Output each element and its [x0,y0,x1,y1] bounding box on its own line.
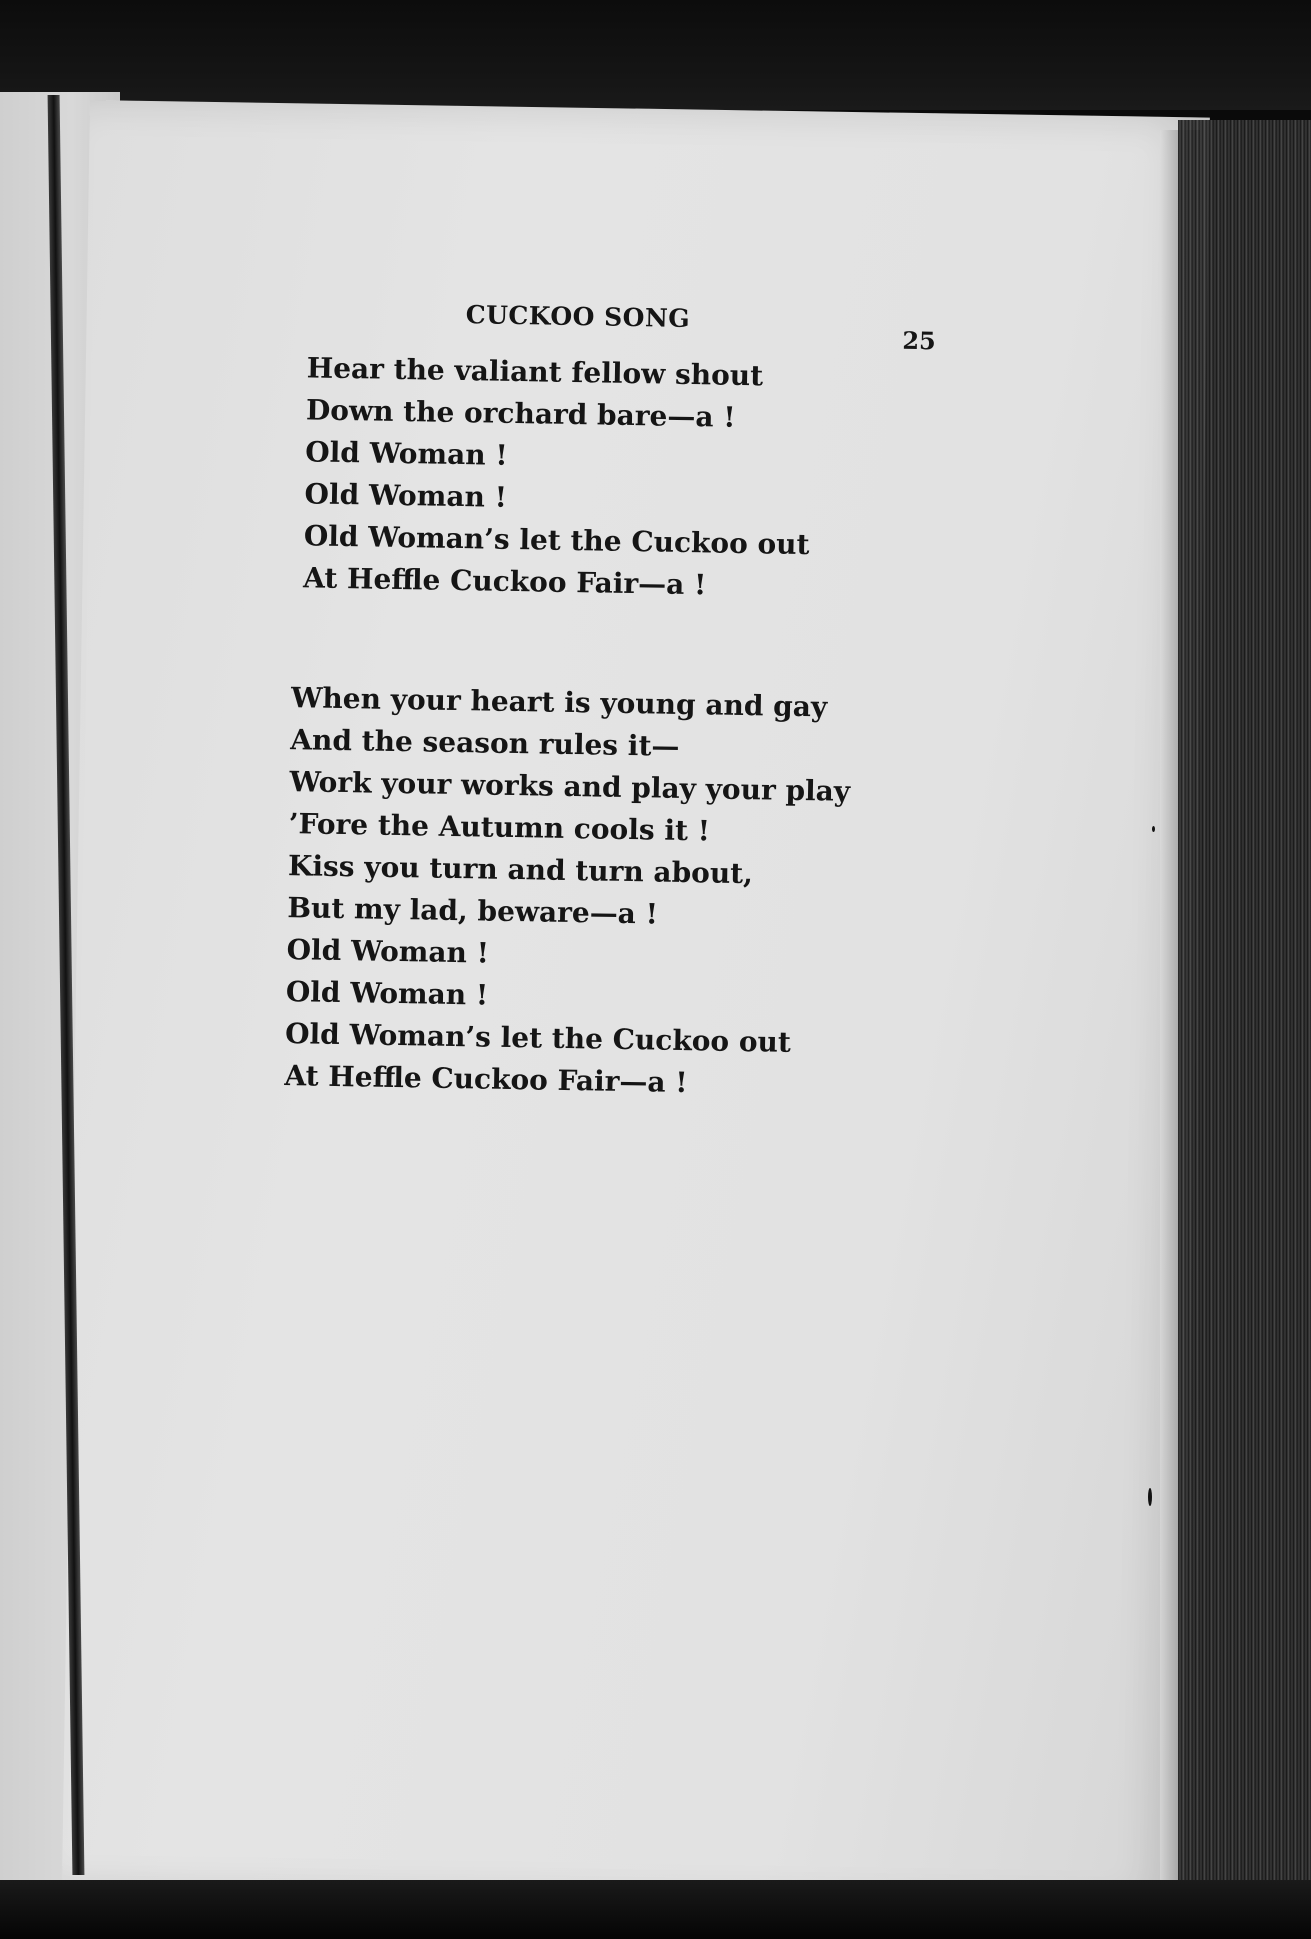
poem-line: Old Woman ! [286,933,490,970]
poem-line: Work your works and play your play [289,765,851,808]
poem-line: At Heffle Cuckoo Fair—a ! [284,1059,688,1100]
poem-line: Old Woman’s let the Cuckoo out [303,519,810,562]
poem-line: Old Woman ! [304,477,508,514]
running-head: CUCKOO SONG [465,300,691,334]
poem-stanza-1 [303,347,813,608]
poem-line: ’Fore the Autumn cools it ! [288,807,711,848]
poem-line: Old Woman ! [285,975,489,1012]
poem-line: But my lad, beware—a ! [287,891,659,931]
poem-line: Old Woman ! [305,435,508,472]
poem-stanza-2 [284,677,852,1107]
poem-line: When your heart is young and gay [290,681,828,724]
poem-line: Kiss you turn and turn about, [287,849,754,891]
poem-line: At Heffle Cuckoo Fair—a ! [302,561,707,602]
page-number: 25 [902,325,937,356]
poem-line: And the season rules it— [290,723,680,763]
poem-line: Old Woman’s let the Cuckoo out [284,1017,792,1059]
poem-line: Hear the valiant fellow shout [306,351,764,393]
poem-line: Down the orchard bare—a ! [305,393,736,434]
